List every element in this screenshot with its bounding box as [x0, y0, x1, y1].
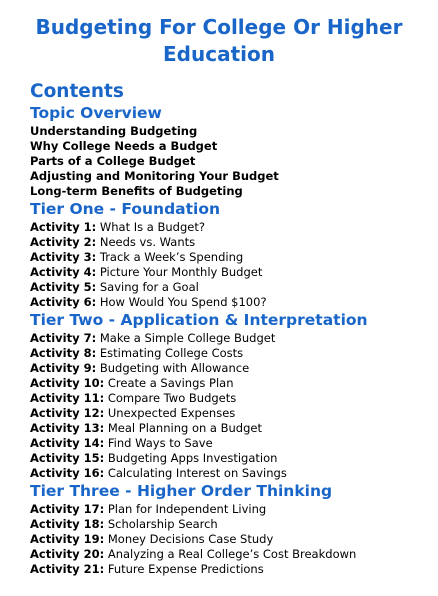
activity-name: How Would You Spend $100?: [99, 295, 267, 309]
topic-item: Adjusting and Monitoring Your Budget: [30, 169, 279, 183]
activity-item: [30, 421, 430, 436]
topic-item: Why College Needs a Budget: [30, 139, 218, 153]
topic-item: Understanding Budgeting: [30, 124, 198, 138]
activity-number: Activity 16:: [30, 466, 105, 480]
activity-number: Activity 14:: [30, 436, 105, 450]
activity-number: Activity 1:: [30, 220, 97, 234]
activity-item: [30, 361, 430, 376]
activity-item: [30, 235, 430, 250]
activity-number: Activity 13:: [30, 421, 105, 435]
activity-number: Activity 11:: [30, 391, 105, 405]
activity-item: [30, 346, 430, 361]
tier-two-heading: Tier Two - Application & Interpretation: [30, 311, 368, 329]
activity-item: [30, 406, 430, 421]
activity-number: Activity 20:: [30, 547, 105, 561]
activity-number: Activity 2:: [30, 235, 97, 249]
activity-name: Calculating Interest on Savings: [107, 466, 287, 480]
activity-item: [30, 547, 430, 562]
activity-number: Activity 5:: [30, 280, 97, 294]
topic-overview-heading: Topic Overview: [30, 104, 162, 122]
activity-name: Future Expense Predictions: [107, 562, 264, 576]
activity-name: Estimating College Costs: [99, 346, 244, 360]
activity-item: [30, 280, 430, 295]
activity-number: Activity 12:: [30, 406, 105, 420]
tier-three-section: [30, 481, 430, 577]
activity-name: Budgeting Apps Investigation: [107, 451, 278, 465]
topic-overview-section: [30, 103, 430, 199]
contents-heading: Contents: [30, 81, 124, 102]
activity-item: [30, 502, 430, 517]
document-title: Budgeting For College Or Higher Education: [35, 15, 403, 66]
activity-number: Activity 3:: [30, 250, 97, 264]
tier-two-section: [30, 310, 430, 481]
tier-one-heading: Tier One - Foundation: [30, 200, 221, 218]
activity-number: Activity 6:: [30, 295, 97, 309]
activity-name: Picture Your Monthly Budget: [99, 265, 263, 279]
activity-number: Activity 15:: [30, 451, 105, 465]
activity-item: [30, 376, 430, 391]
activity-item: [30, 436, 430, 451]
activity-number: Activity 21:: [30, 562, 105, 576]
activity-number: Activity 17:: [30, 502, 105, 516]
activity-number: Activity 18:: [30, 517, 105, 531]
activity-number: Activity 10:: [30, 376, 105, 390]
activity-name: Compare Two Budgets: [107, 391, 237, 405]
activity-name: Track a Week’s Spending: [99, 250, 244, 264]
activity-item: [30, 517, 430, 532]
activity-name: Create a Savings Plan: [107, 376, 234, 390]
activity-name: Unexpected Expenses: [107, 406, 236, 420]
activity-item: [30, 391, 430, 406]
activity-item: [30, 331, 430, 346]
activity-number: Activity 19:: [30, 532, 105, 546]
activity-name: Make a Simple College Budget: [99, 331, 276, 345]
activity-number: Activity 7:: [30, 331, 97, 345]
topic-item: Long-term Benefits of Budgeting: [30, 184, 243, 198]
activity-name: Budgeting with Allowance: [99, 361, 250, 375]
activity-name: What Is a Budget?: [99, 220, 205, 234]
activity-name: Meal Planning on a Budget: [107, 421, 262, 435]
activity-name: Scholarship Search: [107, 517, 218, 531]
activity-name: Find Ways to Save: [107, 436, 213, 450]
activity-item: [30, 250, 430, 265]
activity-item: [30, 562, 430, 577]
activity-number: Activity 9:: [30, 361, 97, 375]
activity-name: Saving for a Goal: [99, 280, 199, 294]
activity-number: Activity 8:: [30, 346, 97, 360]
activity-item: [30, 466, 430, 481]
table-of-contents: [30, 80, 430, 577]
activity-name: Needs vs. Wants: [99, 235, 196, 249]
tier-three-heading: Tier Three - Higher Order Thinking: [30, 482, 333, 500]
activity-name: Money Decisions Case Study: [107, 532, 274, 546]
activity-item: [30, 265, 430, 280]
activity-item: [30, 451, 430, 466]
tier-one-section: [30, 199, 430, 310]
activity-item: [30, 295, 430, 310]
activity-name: Analyzing a Real College’s Cost Breakdown: [107, 547, 357, 561]
activity-item: [30, 220, 430, 235]
activity-item: [30, 532, 430, 547]
activity-name: Plan for Independent Living: [107, 502, 267, 516]
activity-number: Activity 4:: [30, 265, 97, 279]
topic-item: Parts of a College Budget: [30, 154, 196, 168]
